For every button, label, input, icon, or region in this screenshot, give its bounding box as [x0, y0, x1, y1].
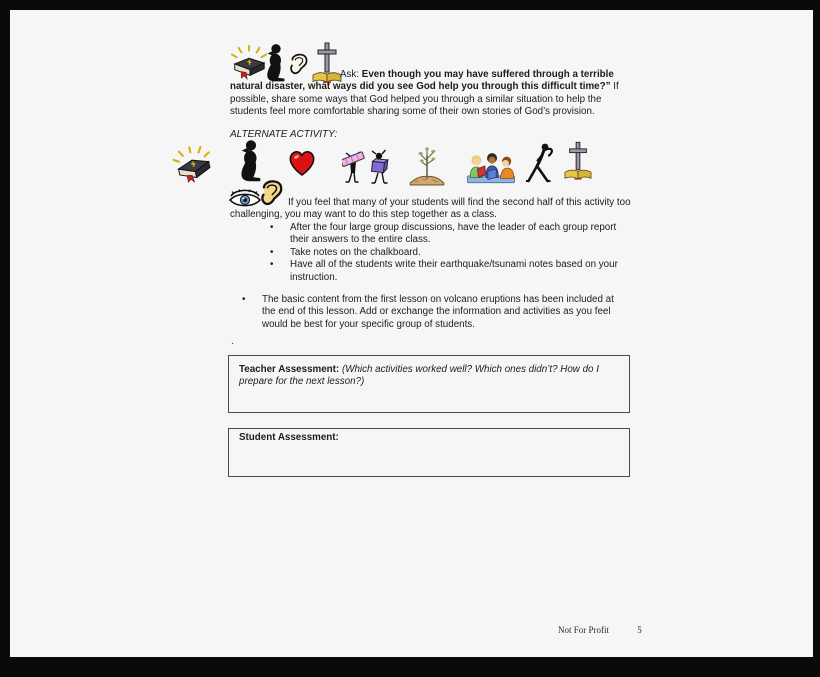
sapling-icon: [408, 144, 446, 186]
document-page: [10, 10, 813, 657]
children-reading-icon: [467, 150, 515, 184]
bullet-marker: [262, 259, 290, 284]
student-assessment-box: [228, 428, 630, 477]
ask-question-bold: Even though you may have suffered through a terrible natural disaster, what ways did you see God help you through this difficult time?”: [230, 69, 614, 93]
teacher-assessment-box: [228, 355, 630, 413]
ask-prefix: Ask:: [340, 69, 362, 80]
bullet-marker: [262, 247, 290, 259]
bullet-marker: [234, 294, 262, 331]
list-item: • Take notes on the chalkboard.: [262, 247, 632, 259]
cross-on-bible-icon: [564, 140, 592, 182]
glowing-bible-icon: [168, 141, 217, 189]
ask-followup: If possible, share some ways that God helped you through a similar situation to help the students feel more comfortable sharing some of their own stories of God’s provision.: [230, 81, 619, 118]
page-footer: [558, 625, 642, 635]
list-item: • After the four large group discussions, have the leader of each group report their answers to the entire class.: [262, 222, 632, 247]
bullet-marker: [262, 222, 290, 247]
page-number: 5: [637, 625, 642, 635]
teacher-assessment-question: (Which activities worked well? Which ones didn’t? How do I prepare for the next lesson?): [239, 364, 599, 388]
children-carrying-supplies-icon: [342, 146, 392, 184]
sub-bullet-list: [262, 222, 632, 284]
list-item: • Have all of the students write their earthquake/tsunami notes based on your instruction.: [262, 259, 632, 284]
alternate-activity-heading: ALTERNATE ACTIVITY:: [230, 129, 338, 140]
class-step-paragraph: If you feel that many of your students will find the second half of this activity too challenging, you may want to do this step together as a class.: [230, 197, 631, 221]
student-assessment-label: Student Assessment:: [239, 432, 339, 443]
heart-icon: [287, 148, 317, 178]
main-bullet: • The basic content from the first lesson on volcano eruptions has been included at the end of this lesson. Add or exchange the information and activities as you feel would be best for your specific group of students.: [234, 294, 630, 331]
teacher-assessment-label: Teacher Assessment:: [239, 364, 340, 375]
ask-paragraph: [230, 69, 632, 119]
stretching-person-icon: [524, 142, 556, 184]
stray-period: .: [231, 336, 234, 347]
footer-label: Not For Profit: [558, 625, 610, 635]
